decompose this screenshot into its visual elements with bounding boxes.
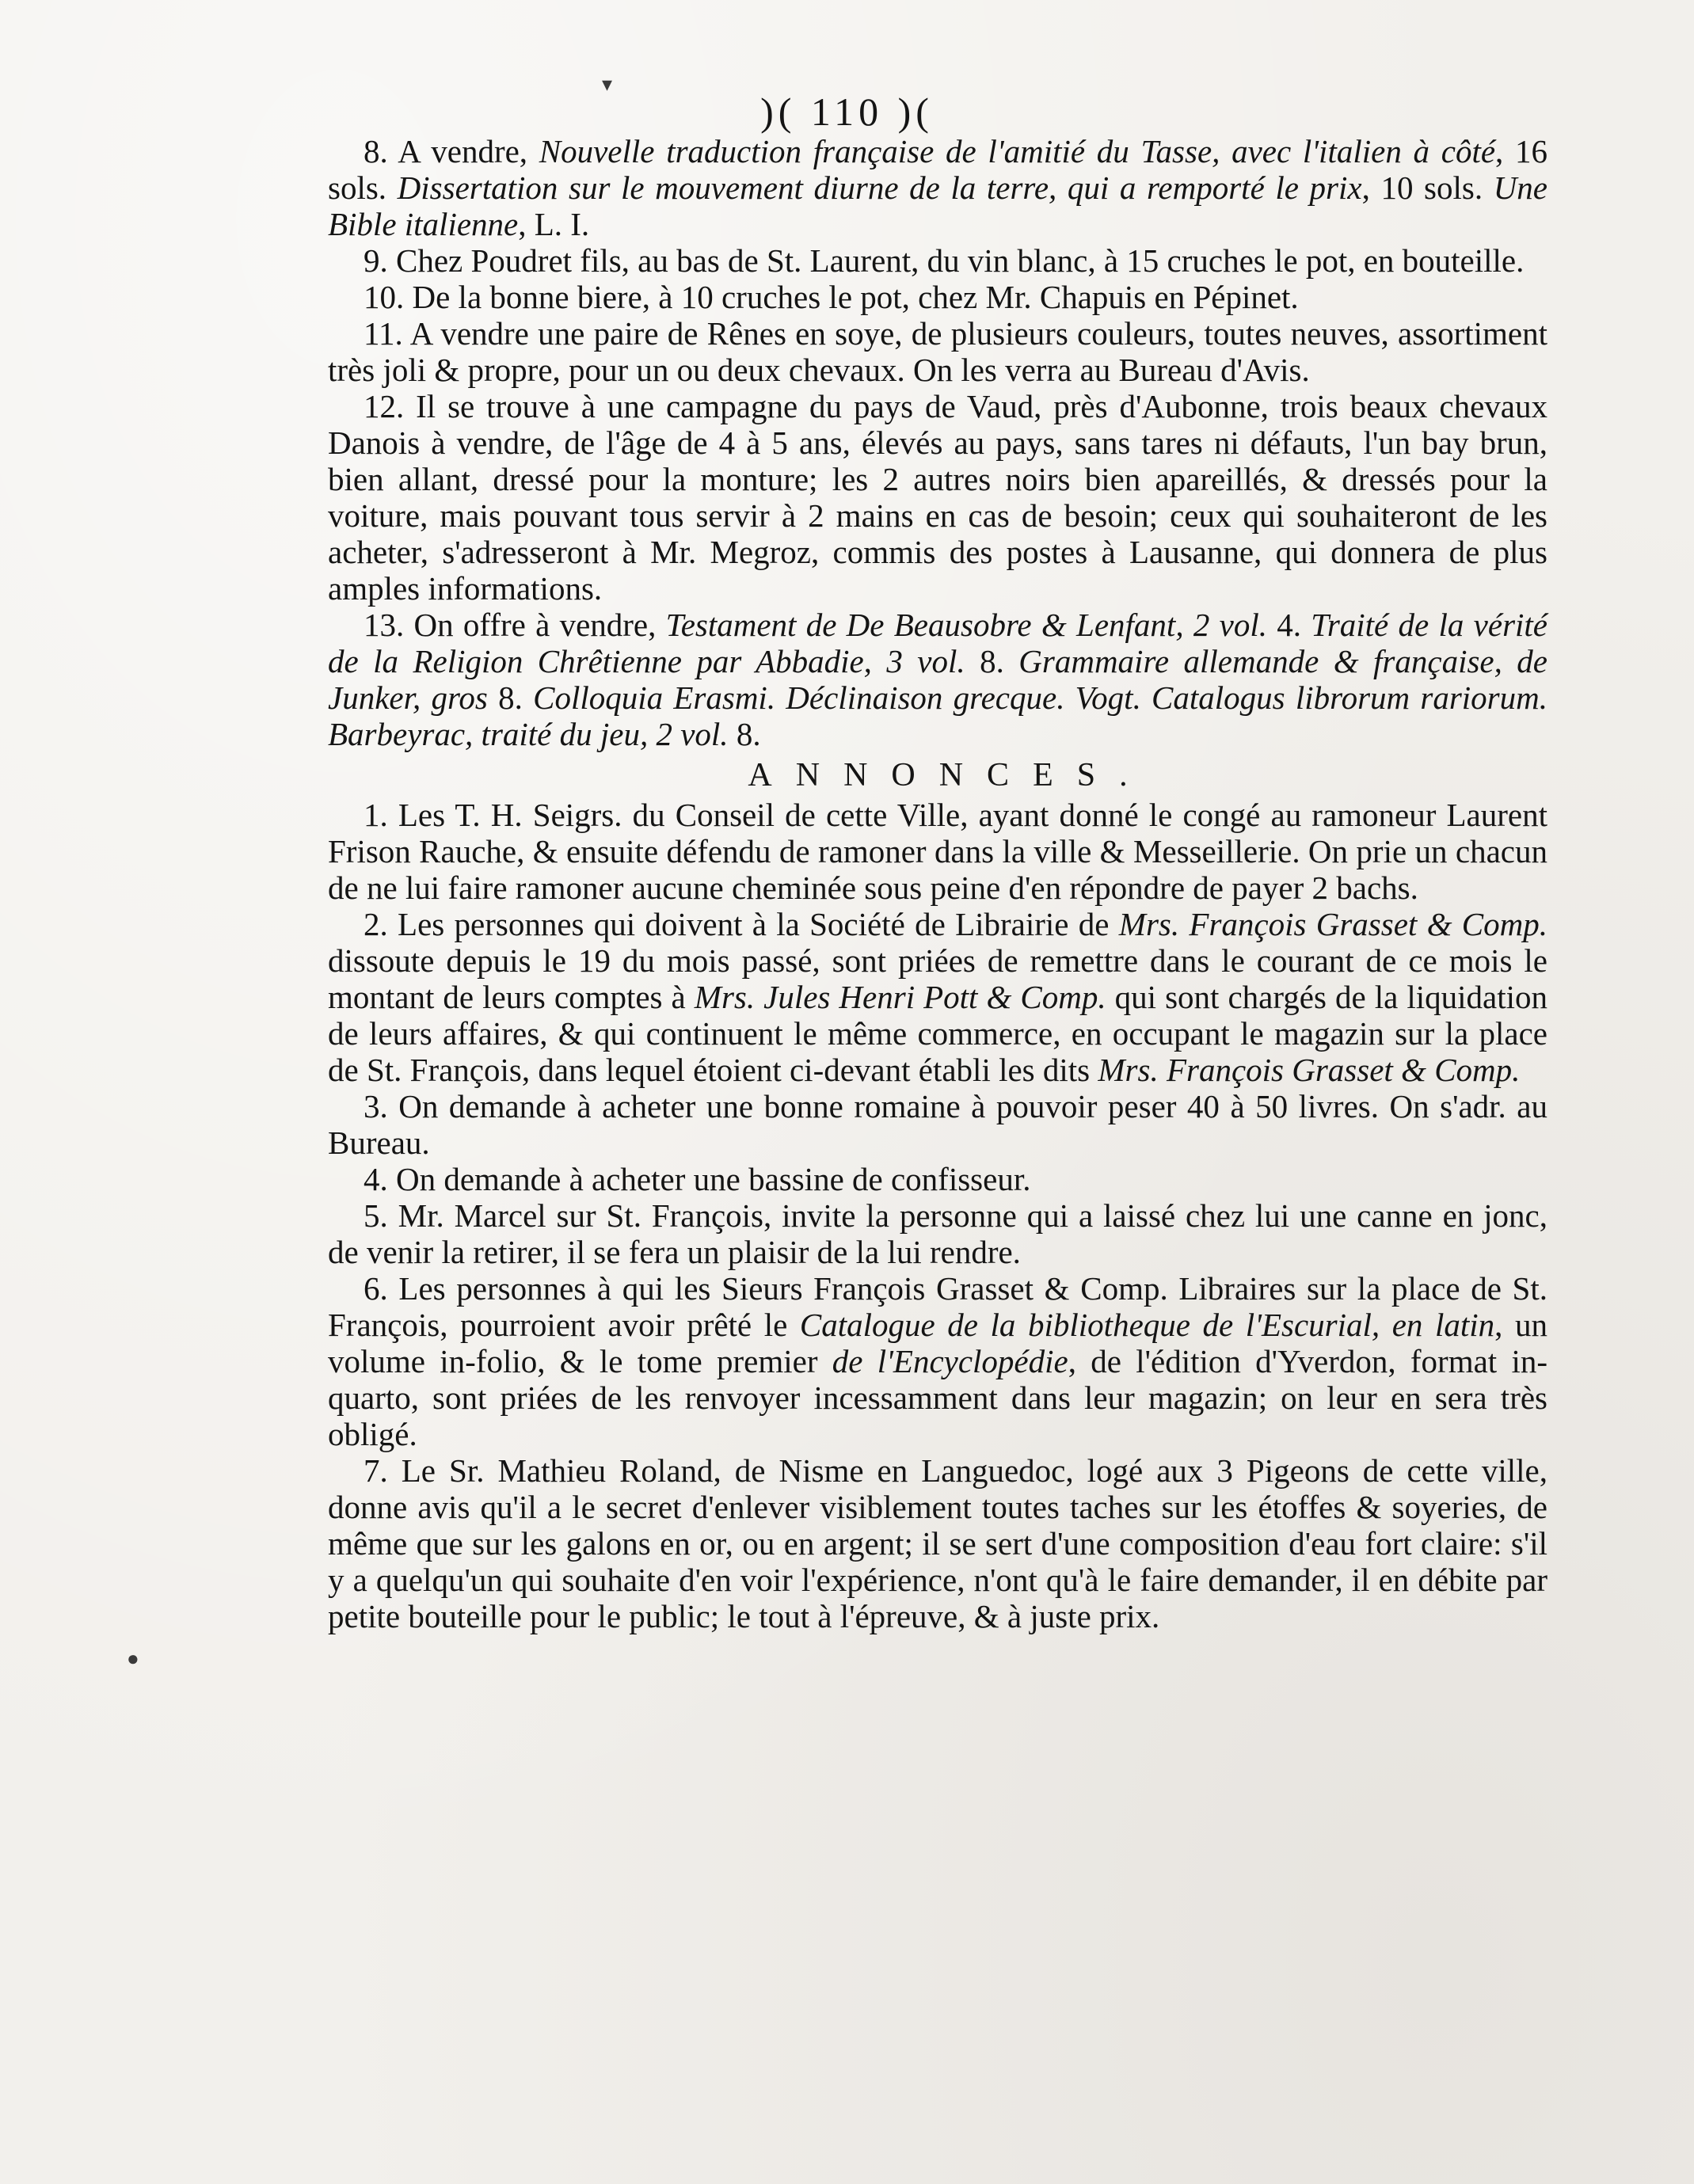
announcement-list — [328, 797, 1547, 1634]
entry-italic-text: Grammaire allemande & française, de Junker, gros — [328, 643, 1548, 716]
entry-text: Il se trouve à une campagne du pays de Vaud, près d'Aubonne, trois beaux chevaux Danois à vendre, de l'âge de 4 à 5 ans, élevés au pays, sans tares ni défauts, l'un bay brun, bien allant, dressé pour la monture; les 2 autres noirs bien apareillés, & dressés pour la voiture, mais pouvant tous servir à 2 mains en cas de besoin; ceux qui souhaiteront de les acheter, s'adresseront à Mr. Megroz, commis des postes à Lausanne, qui donnera de plus amples informations. — [328, 388, 1547, 607]
entry-italic-text: Nouvelle traduction française de l'amitié du Tasse, avec l'italien à côté — [539, 133, 1496, 169]
entry-text: Les personnes à qui les Sieurs François Grasset & Comp. Libraires sur la place de St. François, pourroient avoir prêté le — [328, 1270, 1547, 1343]
entry-italic-text: Testament de De Beausobre & Lenfant, 2 vol. — [665, 607, 1267, 643]
entry-number: 7. — [364, 1452, 388, 1489]
entry-text: On demande à acheter une bonne romaine à pouvoir peser 40 à 50 livres. On s'adr. au Bureau. — [328, 1088, 1547, 1161]
entry-text: A vendre une paire de Rênes en soye, de plusieurs couleurs, toutes neuves, assortiment très joli & propre, pour un ou deux chevaux. On les verra au Bureau d'Avis. — [328, 315, 1547, 388]
entry-text: Le Sr. Mathieu Roland, de Nisme en Languedoc, logé aux 3 Pigeons de cette ville, donne avis qu'il a le secret d'enlever visiblement toutes taches sur les étoffes & soyeries, de même que sur les galons en or, ou en argent; il se sert d'une composition d'eau fort claire: s'il y a quelqu'un qui souhaite d'en voir l'expérience, n'ont qu'à le faire demander, il en débite par petite bouteille pour le public; le tout à l'épreuve, & à juste prix. — [328, 1452, 1547, 1634]
entry-item — [328, 133, 1547, 242]
advertisement-list — [328, 133, 1547, 752]
section-heading-annonces: ANNONCES. — [748, 757, 1152, 793]
entry-text: 8. — [728, 716, 761, 752]
ink-speck: ▾ — [602, 73, 613, 96]
entry-item — [328, 315, 1547, 388]
entry-italic-text: Mrs. François Grasset & Comp. — [1118, 906, 1547, 942]
entry-number: 3. — [364, 1088, 388, 1124]
entry-text: , un volume in-folio, & le tome premier — [328, 1307, 1547, 1379]
entry-number: 8. — [364, 133, 388, 169]
entry-number: 10. — [364, 279, 405, 315]
entry-number: 13. — [364, 607, 405, 643]
entry-item — [328, 1197, 1547, 1270]
entry-italic-text: de l'Encyclopédie — [832, 1343, 1068, 1379]
entry-text: , 16 sols. — [328, 133, 1547, 206]
entry-text: , L. I. — [518, 206, 590, 242]
entry-number: 2. — [364, 906, 388, 942]
entry-text: 8. — [965, 643, 1019, 679]
entry-text: On offre à vendre, — [404, 607, 666, 643]
entry-text: 4. — [1266, 607, 1311, 643]
entry-number: 9. — [364, 242, 388, 279]
entry-number: 1. — [364, 797, 388, 833]
entry-italic-text: Mrs. François Grasset & Comp. — [1098, 1052, 1521, 1088]
entry-item — [328, 242, 1547, 279]
entry-text: 8. — [487, 679, 534, 716]
entry-number: 6. — [364, 1270, 388, 1307]
ink-speck: ● — [127, 1647, 139, 1670]
page-number: )( 110 )( — [760, 89, 934, 134]
entry-number: 4. — [364, 1161, 388, 1197]
entry-item — [328, 1270, 1547, 1452]
entry-item — [328, 1088, 1547, 1161]
entry-text: , de l'édition d'Yverdon, format in-quarto, sont priées de les renvoyer incessamment dans leur magazin; on leur en sera très obligé. — [328, 1343, 1548, 1452]
entry-text: De la bonne biere, à 10 cruches le pot, chez Mr. Chapuis en Pépinet. — [404, 279, 1299, 315]
entry-number: 11. — [364, 315, 403, 352]
entry-item — [328, 1452, 1547, 1634]
entry-italic-text: Colloquia Erasmi. Déclinaison grecque. Vogt. Catalogus librorum rariorum. Barbeyrac, traité du jeu, 2 vol. — [328, 679, 1547, 752]
entry-italic-text: Une Bible italienne — [328, 169, 1547, 242]
entry-text: Chez Poudret fils, au bas de St. Laurent, du vin blanc, à 15 cruches le pot, en bouteille. — [387, 242, 1525, 279]
entry-text: Mr. Marcel sur St. François, invite la personne qui a laissé chez lui une canne en jonc, de venir la retirer, il se fera un plaisir de la lui rendre. — [328, 1197, 1547, 1270]
entry-text: , 10 sols. — [1361, 169, 1494, 206]
entry-number: 5. — [364, 1197, 388, 1234]
entry-italic-text: Catalogue de la bibliotheque de l'Escurial, en latin — [799, 1307, 1495, 1343]
entry-text: dissoute depuis le 19 du mois passé, sont priées de remettre dans le courant de ce mois le montant de leurs comptes à — [328, 942, 1547, 1015]
entry-item — [328, 388, 1547, 607]
entry-number: 12. — [364, 388, 405, 424]
entry-text: Les T. H. Seigrs. du Conseil de cette Ville, ayant donné le congé au ramoneur Laurent Frison Rauche, & ensuite défendu de ramoner dans la ville & Messeillerie. On prie un chacun de ne lui faire ramoner aucune cheminée sous peine d'en répondre de payer 2 bachs. — [328, 797, 1547, 906]
entry-italic-text: Dissertation sur le mouvement diurne de la terre, qui a remporté le prix — [397, 169, 1362, 206]
entry-italic-text: Traité de la vérité de la Religion Chrêtienne par Abbadie, 3 vol. — [328, 607, 1548, 679]
entry-item — [328, 607, 1547, 752]
entry-text: A vendre, — [387, 133, 539, 169]
entry-item — [328, 797, 1547, 906]
entry-item — [328, 906, 1547, 1088]
entry-text: On demande à acheter une bassine de confisseur. — [387, 1161, 1031, 1197]
entry-item — [328, 1161, 1547, 1197]
entry-text: Les personnes qui doivent à la Société de Librairie de — [387, 906, 1119, 942]
page-body — [328, 133, 1547, 1634]
entry-italic-text: Mrs. Jules Henri Pott & Comp. — [694, 979, 1106, 1015]
entry-item — [328, 279, 1547, 315]
entry-text: qui sont chargés de la liquidation de leurs affaires, & qui continuent le même commerce, en occupant le magazin sur la place de St. François, dans lequel étoient ci-devant établi les dits — [328, 979, 1547, 1088]
